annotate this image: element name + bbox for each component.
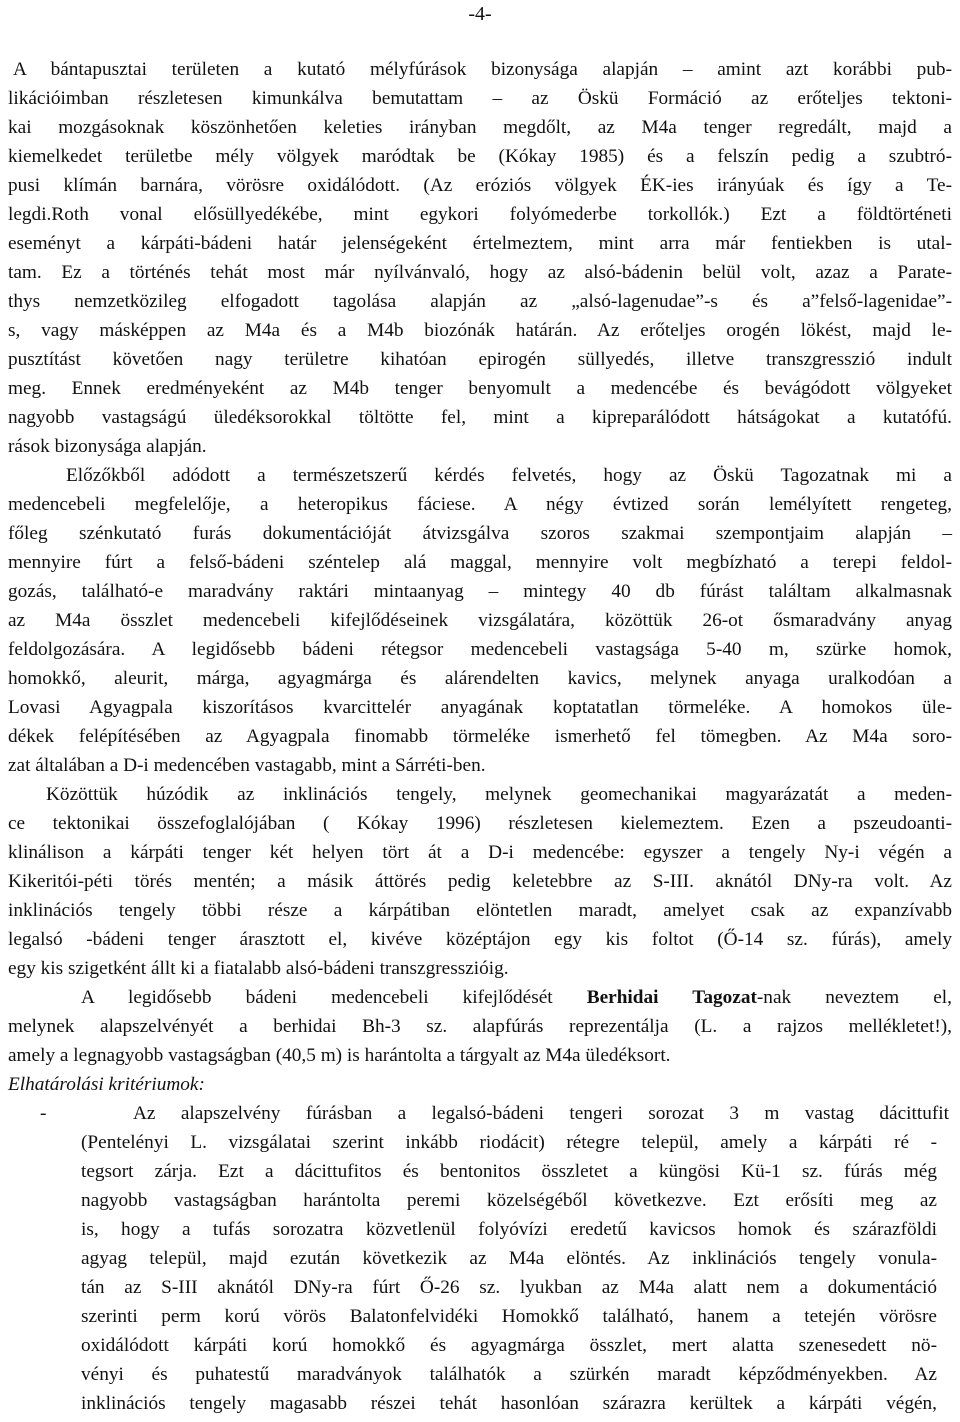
list-item-line: tán az S-III aknától DNy-ra fúrt Ő-26 sz. lyukban az M4a alatt nem a dokumentáció <box>81 1277 937 1298</box>
paragraph-line: pusi klímán barnára, vörösre oxidálódott. (Az eróziós völgyek ÉK-ies irányúak és így a Te- <box>8 175 952 196</box>
paragraph-line: klinálison a kárpáti tenger két helyen tört át a D-i medencébe: egyszer a tengely Ny-i végén a <box>8 842 952 863</box>
list-item-line: inklinációs tengely magasabb részei tehát hasonlóan szárazra kerültek a kárpáti végén, <box>81 1393 937 1414</box>
paragraph-line: homokkő, aleurit, márga, agyagmárga és alárendelten kavics, melynek anyaga uralkodóan a <box>8 668 952 689</box>
paragraph-line <box>81 985 952 1010</box>
paragraph-line: kai mozgásoknak köszönhetően keleties irányban megdőlt, az M4a tenger regredált, majd a <box>8 117 952 138</box>
list-item-line: oxidálódott kárpáti korú homokkő és agyagmárga összlet, mert alatta szenesedett nö- <box>81 1335 937 1356</box>
paragraph-line: tam. Ez a történés tehát most már nyílvánvaló, hogy az alsó-bádenin belül volt, azaz a Parate- <box>8 262 952 283</box>
list-item-line: tegsort zárja. Ezt a dácittufitos és bentonitos összletet a küngösi Kü-1 sz. fúrás még <box>81 1161 937 1182</box>
paragraph-line: ce tektonikai összefoglalójában ( Kókay 1996) részletesen kielemeztem. Ezen a pszeudoanti- <box>8 813 952 834</box>
paragraph-line: medencebeli megfelelője, a heteropikus fáciese. A négy évtized során lemélyített rengeteg, <box>8 494 952 515</box>
paragraph-line: egy kis szigetként állt ki a fiatalabb alsó-bádeni transzgresszióig. <box>8 958 509 979</box>
formation-name: Berhidai Tagozat <box>586 987 757 1008</box>
paragraph-line: mennyire fúrt a felső-bádeni széntelep alá maggal, mennyire volt megbízható a terepi feldol- <box>8 552 952 573</box>
paragraph-line: Lovasi Agyagpala kiszorításos kvarcittelér anyagának koptatatlan törmeléke. A homokos üle- <box>8 697 952 718</box>
paragraph-line: eseményt a kárpáti-bádeni határ jelenségeként értelmeztem, mint arra már fentiekben is utal- <box>8 233 952 254</box>
paragraph-line: legalsó -bádeni tenger árasztott el, kivéve középtájon egy kis foltot (Ő-14 sz. fúrás), amely <box>8 929 952 950</box>
text-run: -nak neveztem el, <box>756 987 952 1008</box>
paragraph-line: rások bizonysága alapján. <box>8 436 207 457</box>
paragraph-line: A bántapusztai területen a kutató mélyfúrások bizonysága alapján – amint azt korábbi pub- <box>13 59 952 80</box>
paragraph-line: Előzőkből adódott a természetszerű kérdés felvetés, hogy az Öskü Tagozatnak mi a <box>66 465 952 486</box>
list-item-line: Az alapszelvény fúrásban a legalsó-bádeni tengeri sorozat 3 m vastag dácittufit <box>133 1103 949 1124</box>
paragraph-line: az M4a összlet medencebeli kifejlődéseinek vizsgálatára, közöttük 26-ot ősmaradvány anyag <box>8 610 952 631</box>
paragraph-line: melynek alapszelvényét a berhidai Bh-3 sz. alapfúrás reprezentálja (L. a rajzos mellékletet!), <box>8 1016 952 1037</box>
list-item-line: vényi és puhatestű maradványok találhatók a szürkén maradt képződményekben. Az <box>81 1364 937 1385</box>
paragraph-line: pusztítást követően nagy területre kihatóan epirogén süllyedés, illetve transzgresszió indult <box>8 349 952 370</box>
paragraph-line: inklinációs tengely többi része a kárpátiban elöntetlen maradt, amelyet csak az expanzívabb <box>8 900 952 921</box>
paragraph-line: thys nemzetközileg elfogadott tagolása alapján az „alsó-lagenudae”-s és a”felső-lagenidae”- <box>8 291 952 312</box>
paragraph-line: Közöttük húzódik az inklinációs tengely, melynek geomechanikai magyarázatát a meden- <box>46 784 952 805</box>
list-item-line: (Pentelényi L. vizsgálatai szerint inkább riodácit) rétegre települ, amely a kárpáti ré - <box>81 1132 937 1153</box>
paragraph-line: gozás, található-e maradvány raktári mintaanyag – mintegy 40 db fúrást találtam alkalmasnak <box>8 581 952 602</box>
paragraph-line: meg. Ennek eredményeként az M4b tenger benyomult a medencébe és bevágódott völgyeket <box>8 378 952 399</box>
list-item-line: nagyobb vastagságban harántolta peremi közelségéből következve. Ezt erősíti meg az <box>81 1190 937 1211</box>
list-dash: - <box>40 1103 47 1124</box>
paragraph-line: feldolgozására. A legidősebb bádeni rétegsor medencebeli vastagsága 5-40 m, szürke homok, <box>8 639 952 660</box>
paragraph-line: zat általában a D-i medencében vastagabb, mint a Sárréti-ben. <box>8 755 486 776</box>
paragraph-line: amely a legnagyobb vastagságban (40,5 m) is harántolta a tárgyalt az M4a üledéksort. <box>8 1045 671 1066</box>
paragraph-line: Kikeritói-péti törés mentén; a másik áttörés pedig keletebbre az S-III. aknától DNy-ra volt. Az <box>8 871 952 892</box>
paragraph-line: főleg szénkutató furás dokumentációját átvizsgálva szoros szakmai szempontjaim alapján – <box>8 523 952 544</box>
paragraph-line: dékek felépítésében az Agyagpala finomabb törmeléke ismerhető fel tömegben. Az M4a soro- <box>8 726 952 747</box>
list-item-line: agyag települ, majd ezután következik az M4a elöntés. Az inklinációs tengely vonula- <box>81 1248 937 1269</box>
paragraph-line: s, vagy másképpen az M4a és a M4b biozónák határán. Az erőteljes orogén lökést, majd le- <box>8 320 952 341</box>
paragraph-line: nagyobb vastagságú üledéksorokkal töltötte fel, mint a kipreparálódott hátságokat a kutatófú. <box>8 407 952 428</box>
paragraph-line: kiemelkedet területbe mély völgyek maródtak be (Kókay 1985) és a felszín pedig a szubtró- <box>8 146 952 167</box>
paragraph-line: legdi.Roth vonal elősüllyedékébe, mint egykori folyómederbe torkollók.) Ezt a földtörténeti <box>8 204 952 225</box>
criteria-heading: Elhatárolási kritériumok: <box>8 1074 205 1095</box>
list-item-line: szerinti perm korú vörös Balatonfelvidéki Homokkő található, hanem a tetején vörösre <box>81 1306 937 1327</box>
page-number: -4- <box>468 3 492 25</box>
text-run: A legidősebb bádeni medencebeli kifejlődését <box>81 987 587 1008</box>
paragraph-line: likációimban részletesen kimunkálva bemutattam – az Öskü Formáció az erőteljes tektoni- <box>8 88 952 109</box>
list-item-line: is, hogy a tufás sorozatra közvetlenül folyóvízi eredetű kavicsos homok és szárazföldi <box>81 1219 937 1240</box>
